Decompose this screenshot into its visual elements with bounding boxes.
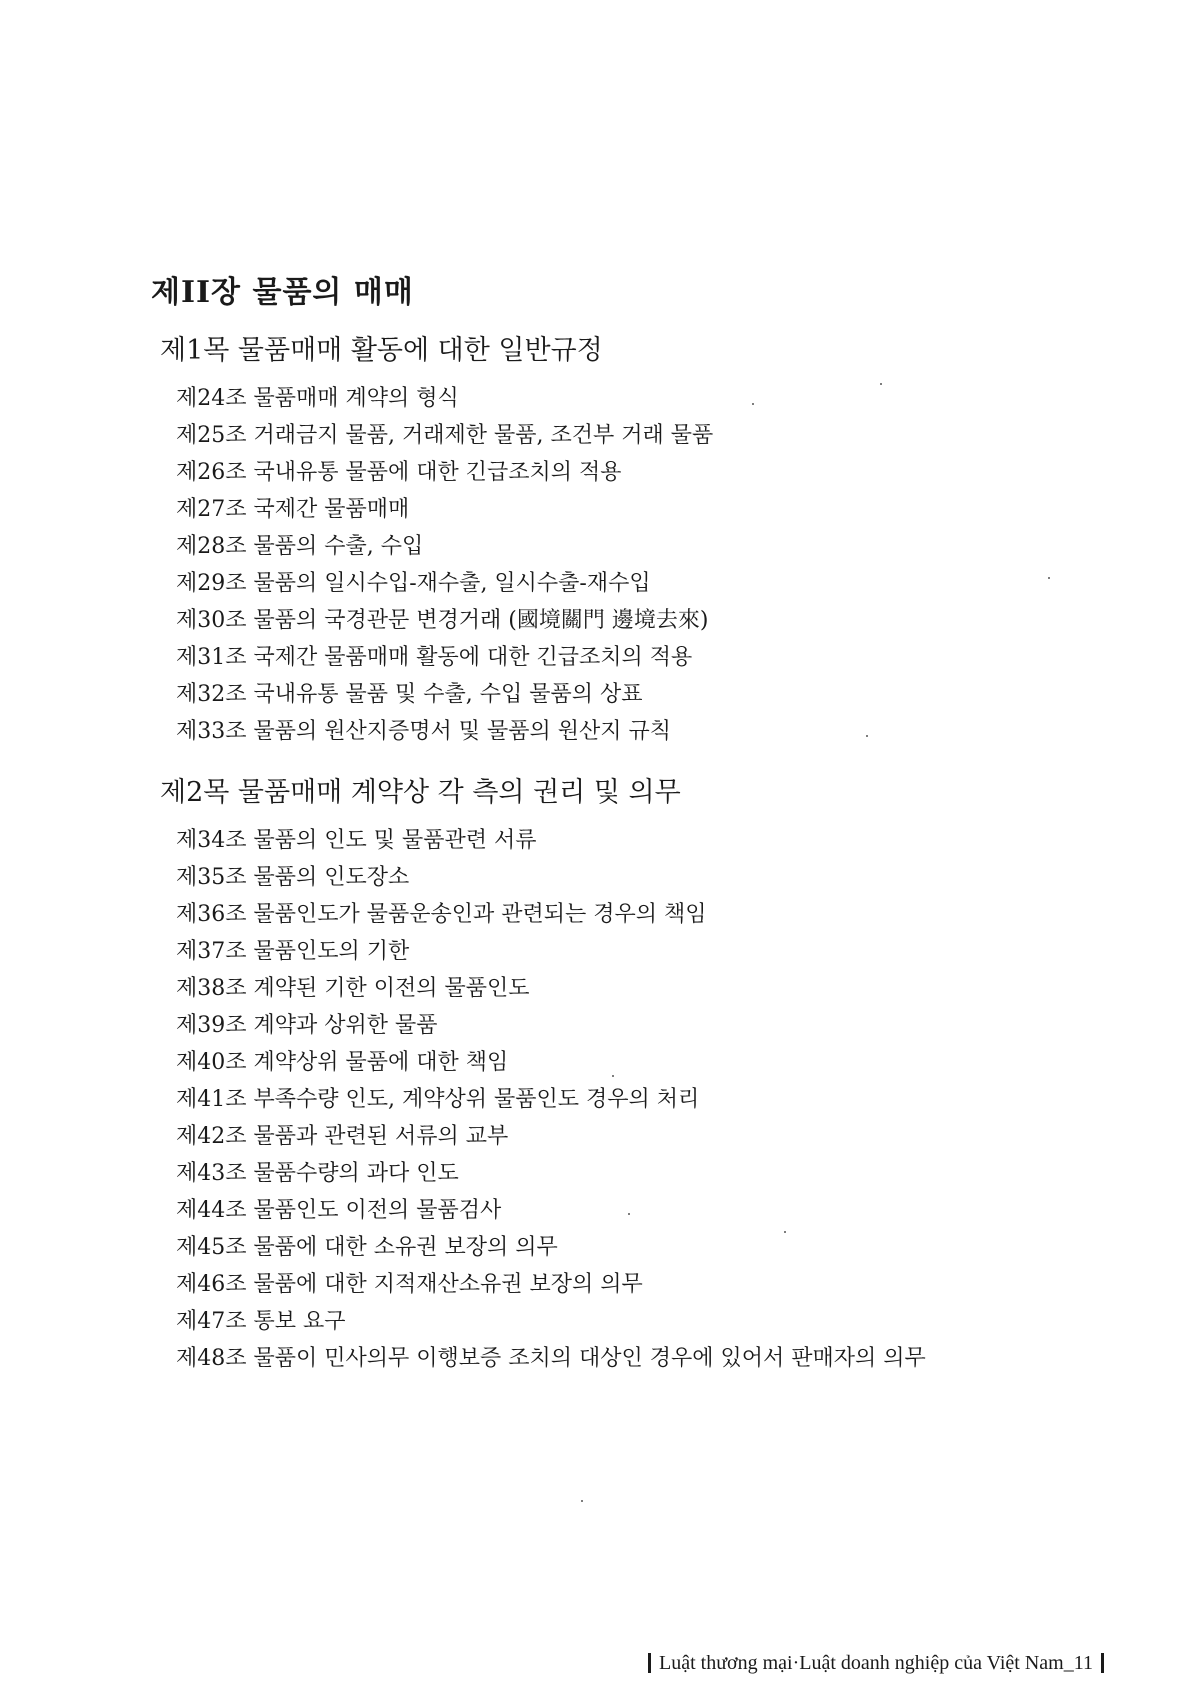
scan-speck <box>784 1231 786 1233</box>
article-item: 제34조 물품의 인도 및 물품관련 서류 <box>176 828 537 853</box>
article-item: 제43조 물품수량의 과다 인도 <box>176 1161 459 1186</box>
article-item: 제30조 물품의 국경관문 변경거래 (國境關門 邊境去來) <box>176 608 709 633</box>
footer-rule-right <box>1101 1653 1104 1673</box>
scan-speck <box>866 735 868 737</box>
section-2 <box>160 773 926 1377</box>
scan-speck <box>628 1213 630 1215</box>
article-item: 제40조 계약상위 물품에 대한 책임 <box>176 1050 509 1075</box>
scan-speck <box>1048 577 1050 579</box>
article-item: 제24조 물품매매 계약의 형식 <box>176 386 459 411</box>
article-item: 제26조 국내유통 물품에 대한 긴급조치의 적용 <box>176 460 622 485</box>
article-item: 제36조 물품인도가 물품운송인과 관련되는 경우의 책임 <box>176 902 707 927</box>
article-item: 제29조 물품의 일시수입-재수출, 일시수출-재수입 <box>176 571 651 596</box>
article-item: 제33조 물품의 원산지증명서 및 물품의 원산지 규칙 <box>176 719 671 744</box>
section-1 <box>160 331 713 750</box>
article-item: 제25조 거래금지 물품, 거래제한 물품, 조건부 거래 물품 <box>176 423 714 448</box>
article-item: 제37조 물품인도의 기한 <box>176 939 410 964</box>
page-footer <box>640 1651 1112 1675</box>
section-title: 제2목 물품매매 계약상 각 측의 권리 및 의무 <box>160 777 681 808</box>
article-item: 제48조 물품이 민사의무 이행보증 조치의 대상인 경우에 있어서 판매자의 의무 <box>176 1346 926 1371</box>
chapter-title: 제II장 물품의 매매 <box>151 275 414 310</box>
section-title: 제1목 물품매매 활동에 대한 일반규정 <box>160 335 603 366</box>
scan-speck <box>752 403 754 405</box>
article-item: 제27조 국제간 물품매매 <box>176 497 410 522</box>
scan-speck <box>581 1500 583 1502</box>
scan-speck <box>880 383 882 385</box>
article-item: 제45조 물품에 대한 소유권 보장의 의무 <box>176 1235 558 1260</box>
article-item: 제42조 물품과 관련된 서류의 교부 <box>176 1124 509 1149</box>
article-item: 제47조 통보 요구 <box>176 1309 346 1334</box>
article-item: 제28조 물품의 수출, 수입 <box>176 534 424 559</box>
scan-speck <box>612 1075 614 1077</box>
article-item: 제31조 국제간 물품매매 활동에 대한 긴급조치의 적용 <box>176 645 693 670</box>
article-item: 제39조 계약과 상위한 물품 <box>176 1013 438 1038</box>
article-item: 제32조 국내유통 물품 및 수출, 수입 물품의 상표 <box>176 682 643 707</box>
article-item: 제38조 계약된 기한 이전의 물품인도 <box>176 976 530 1001</box>
article-item: 제41조 부족수량 인도, 계약상위 물품인도 경우의 처리 <box>176 1087 700 1112</box>
article-item: 제46조 물품에 대한 지적재산소유권 보장의 의무 <box>176 1272 643 1297</box>
article-item: 제35조 물품의 인도장소 <box>176 865 410 890</box>
article-list <box>160 822 926 1377</box>
running-title: Luật thương mại·Luật doanh nghiệp của Việt Nam_11 <box>659 1652 1093 1674</box>
footer-rule-left <box>648 1653 651 1673</box>
article-item: 제44조 물품인도 이전의 물품검사 <box>176 1198 502 1223</box>
article-list <box>160 380 713 750</box>
